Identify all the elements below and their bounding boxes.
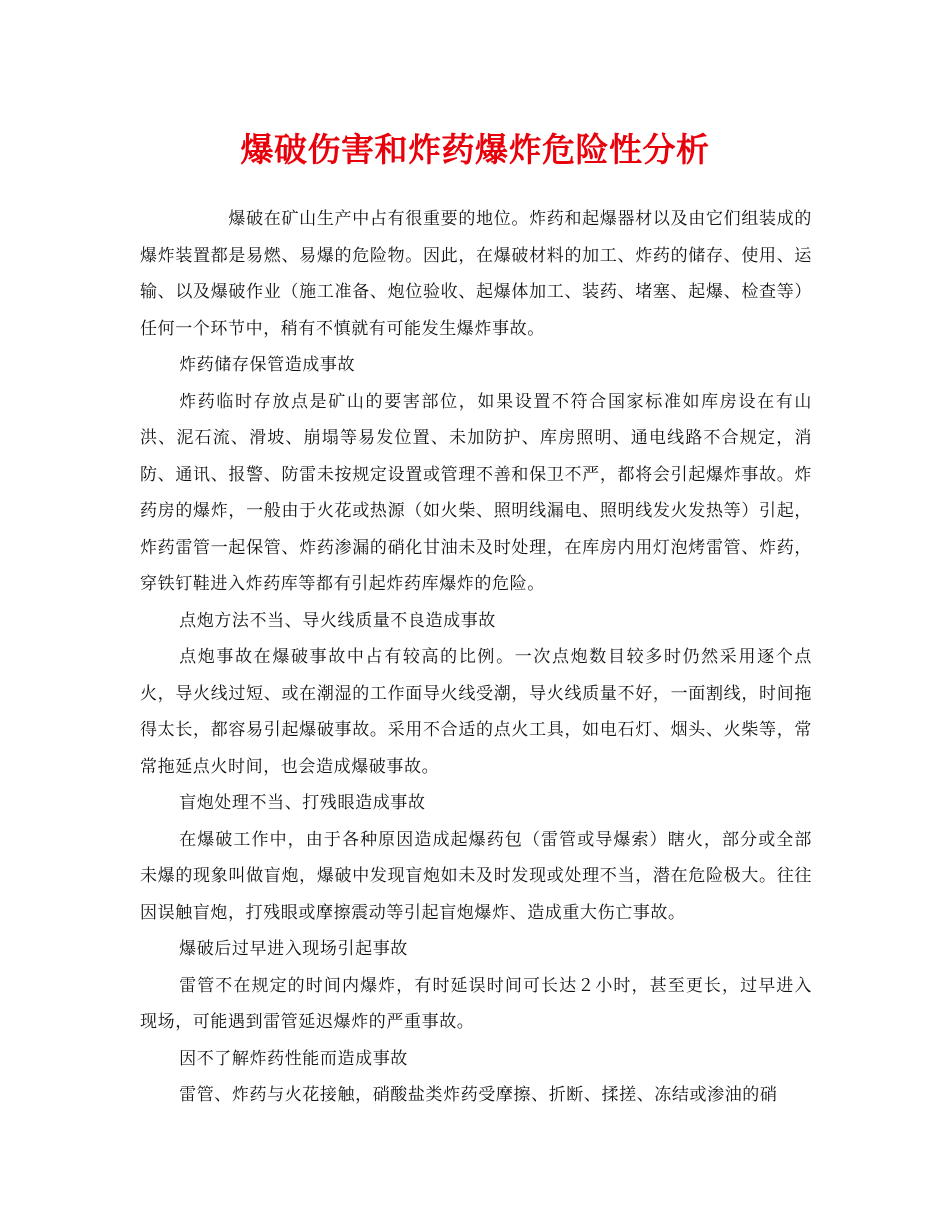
paragraph-storage: 炸药临时存放点是矿山的要害部位，如果设置不符合国家标准如库房设在有山洪、泥石流、滑坡、崩塌等易发位置、未加防护、库房照明、通电线路不合规定，消防、通讯、报警、防雷未按规定设置或管理不善和保卫不严，都将会引起爆炸事故。炸药房的爆炸，一般由于火花或热源（如火柴、照明线漏电、照明线发火发热等）引起，炸药雷管一起保管、炸药渗漏的硝化甘油未及时处理，在库房内用灯泡烤雷管、炸药，穿铁钉鞋进入炸药库等都有引起炸药库爆炸的危险。 — [140, 391, 812, 594]
section-heading-misfire: 盲炮处理不当、打残眼造成事故 — [179, 793, 426, 813]
section-heading-storage: 炸药储存保管造成事故 — [179, 355, 356, 375]
paragraph-early-entry: 雷管不在规定的时间内爆炸，有时延误时间可长达２小时，甚至更长，过早进入现场，可能遇到雷管延迟爆炸的严重事故。 — [140, 975, 812, 1032]
paragraph-ignition: 点炮事故在爆破事故中占有较高的比例。一次点炮数目较多时仍然采用逐个点火，导火线过短、或在潮湿的工作面导火线受潮，导火线质量不好，一面割线，时间拖得太长，都容易引起爆破事故。采用不合适的点火工具，如电石灯、烟头、火柴等，常常拖延点火时间，也会造成爆破事故。 — [140, 647, 812, 777]
paragraph-misfire: 在爆破工作中，由于各种原因造成起爆药包（雷管或导爆索）瞎火，部分或全部未爆的现象叫做盲炮，爆破中发现盲炮如未及时发现或处理不当，潜在危险极大。往往因误触盲炮，打残眼或摩擦震动等引起盲炮爆炸、造成重大伤亡事故。 — [140, 829, 812, 923]
document-body — [140, 201, 812, 1114]
section-heading-explosive-properties: 因不了解炸药性能而造成事故 — [179, 1048, 408, 1069]
paragraph-explosive-properties: 雷管、炸药与火花接触，硝酸盐类炸药受摩擦、折断、揉搓、冻结或渗油的硝 — [179, 1085, 778, 1105]
paragraph-intro: 爆破在矿山生产中占有很重要的地位。炸药和起爆器材以及由它们组装成的爆炸装置都是易燃、易爆的危险物。因此，在爆破材料的加工、炸药的储存、使用、运输、以及爆破作业（施工准备、炮位验收、起爆体加工、装药、堵塞、起爆、检查等）任何一个环节中，稍有不慎就有可能发生爆炸事故。 — [140, 209, 812, 339]
section-heading-early-entry: 爆破后过早进入现场引起事故 — [179, 939, 408, 959]
document-title: 爆破伤害和炸药爆炸危险性分析 — [240, 130, 710, 169]
section-heading-ignition: 点炮方法不当、导火线质量不良造成事故 — [179, 610, 496, 631]
